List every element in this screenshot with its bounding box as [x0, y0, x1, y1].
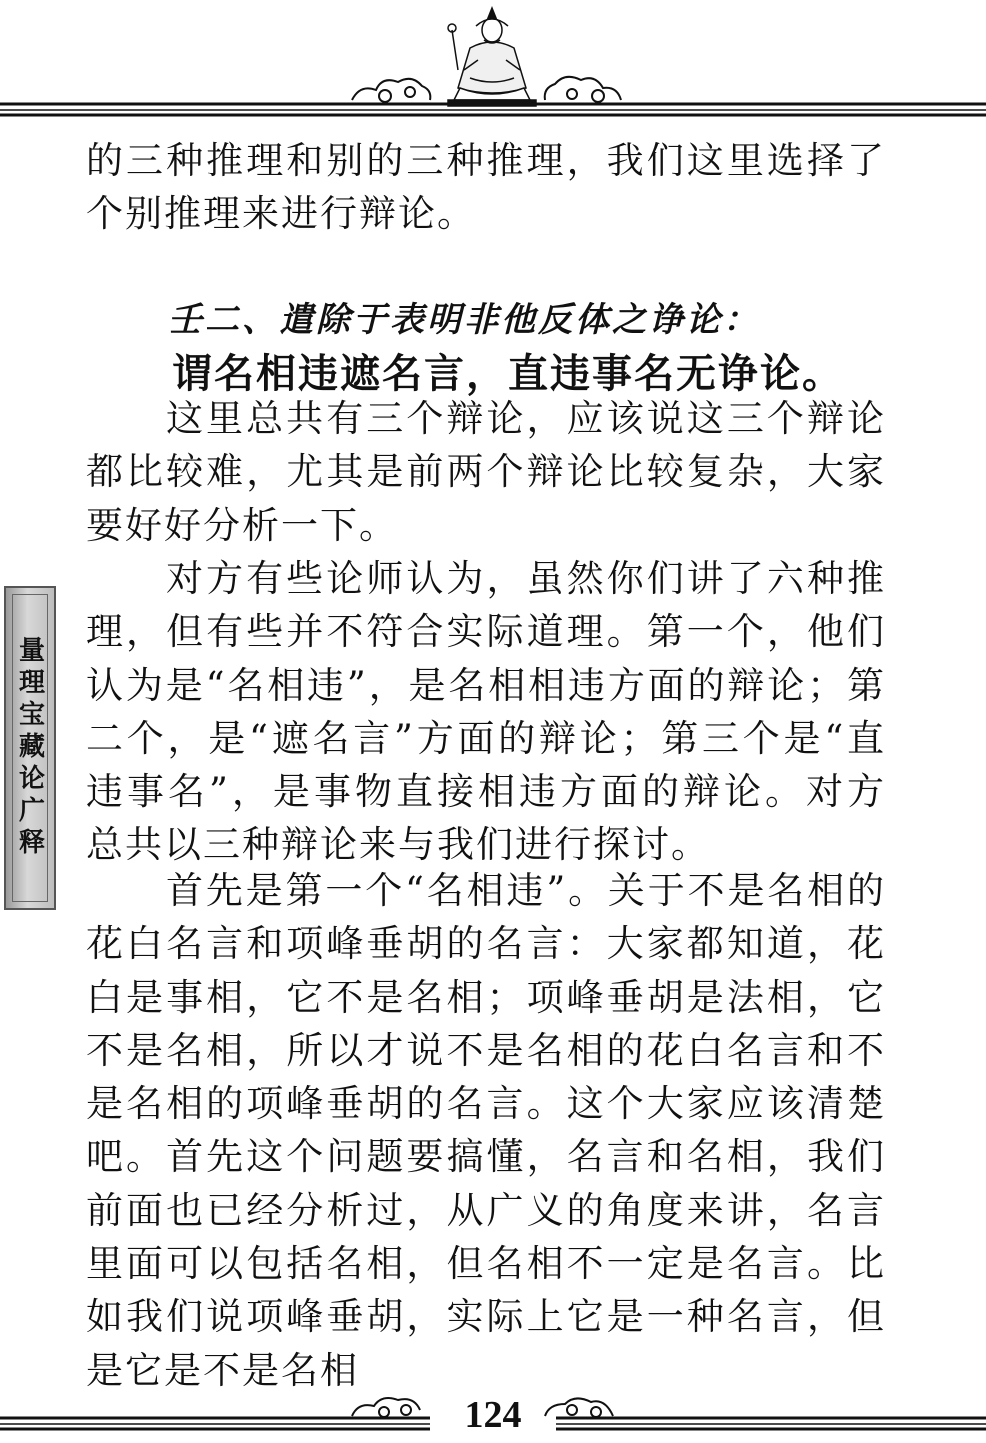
cloud-right-icon [545, 77, 621, 102]
section-subheading: 壬二、遣除于表明非他反体之诤论： [168, 300, 760, 340]
header-ornament-graphic [0, 0, 986, 130]
paragraph-3 [86, 552, 886, 872]
book-title-text: 量理宝藏论广释 [14, 636, 45, 860]
paragraph-text: 首先是第一个“名相违”。关于不是名相的花白名言和项峰垂胡的名言：大家都知道，花白是事相，它不是名相；项峰垂胡是法相，它不是名相，所以才说不是名相的花白名言和不是名相的项峰垂胡的名言。这个大家应该清楚吧。首先这个问题要搞懂，名言和名相，我们前面也已经分析过，从广义的角度来讲，名言里面可以包括名相，但名相不一定是名言。比如我们说项峰垂胡，实际上它是一种名言，但是它是不是名相 [86, 869, 886, 1392]
deity-figure-icon [448, 8, 536, 106]
book-title-tab-frame [12, 594, 48, 902]
header-ornament [0, 0, 986, 130]
paragraph-1 [86, 134, 886, 241]
page-number: 124 [464, 1394, 522, 1436]
paragraph-4 [86, 864, 886, 1397]
paragraph-text: 的三种推理和别的三种推理，我们这里选择了个别推理来进行辩论。 [86, 139, 886, 236]
paragraph-text: 对方有些论师认为，虽然你们讲了六种推理，但有些并不符合实际道理。第一个，他们认为是“名相违”，是名相相违方面的辩论；第二个，是“遮名言”方面的辩论；第三个是“直违事名”，是事物直接相违方面的辩论。对方总共以三种辩论来与我们进行探讨。 [86, 557, 886, 867]
paragraph-text: 这里总共有三个辩论，应该说这三个辩论都比较难，尤其是前两个辩论比较复杂，大家要好好分析一下。 [86, 397, 886, 547]
verse-heading: 谓名相违遮名言，直违事名无诤论。 [172, 351, 844, 397]
paragraph-2 [86, 392, 886, 552]
book-title-tab [4, 586, 56, 910]
cloud-left-icon [352, 79, 430, 102]
